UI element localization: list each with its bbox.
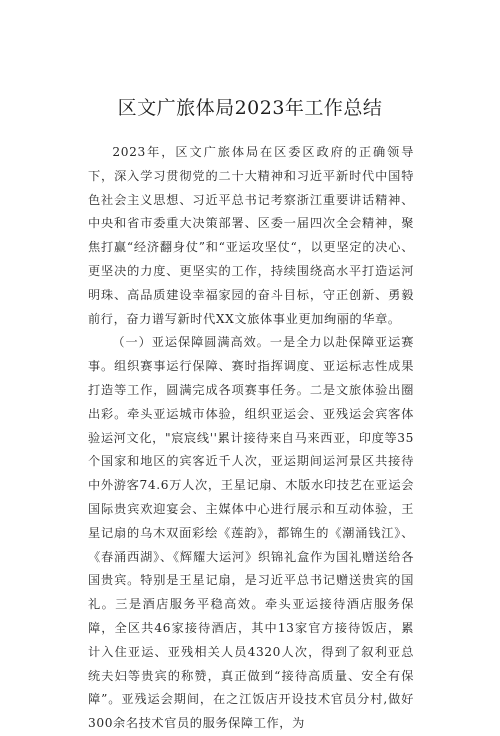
document-title: 区文广旅体局2023年工作总结 — [117, 97, 383, 119]
paragraph-asian-games-support: （一）亚运保障圆满高效。一是全力以赴保障亚运赛事。组织赛事运行保障、赛时指挥调度、亚运标志性成果打造等工作，圆满完成各项赛事任务。二是文旅体验出圈出彩。牵头亚运城市体验，组织亚运会、亚残运会宾客体验运河文化，"宸宸线''累计接待来自马来西亚，印度等35个国家和地区的宾客近千人次，亚运期间运河景区共接待中外游客74.6万人次，王星记扇、木版水印技艺在亚运会国际贵宾欢迎宴会、主媒体中心进行展示和互动体验，王星记扇的乌木双面彩绘《莲韵》，都锦生的《潮涌钱江》、《春涌西湖》、《辉耀大运河》织锦礼盒作为国礼赠送给各国贵宾。特别是王星记扇，是习近平总书记赠送贵宾的国礼。三是酒店服务平稳高效。牵头亚运接待酒店服务保障，全区共46家接待酒店，其中13家官方接待饭店，累计入住亚运、亚残相关人员4320人次，得到了叙利亚总统夫妇等贵宾的称赞，真正做到“接待高质量、安全有保障”。亚残运会期间，在之江饭店开设技术官员分村,做好300余名技术官员的服务保障工作，为 — [88, 335, 414, 731]
document-body — [88, 141, 414, 736]
paragraph-intro: 2023年，区文广旅体局在区委区政府的正确领导下，深入学习贯彻党的二十大精神和习近平新时代中国特色社会主义思想、习近平总书记考察浙江重要讲话精神、中央和省市委重大决策部署、区委一届四次全会精神，聚焦打赢“经济翻身仗”和“亚运攻坚仗“，以更坚定的决心、更坚决的力度、更坚实的工作，持续围绕高水平打造运河明珠、高品质建设幸福家园的奋斗目标，守正创新、勇毅前行，奋力谱写新时代XX文旅体事业更加绚丽的华章。 — [88, 145, 414, 326]
